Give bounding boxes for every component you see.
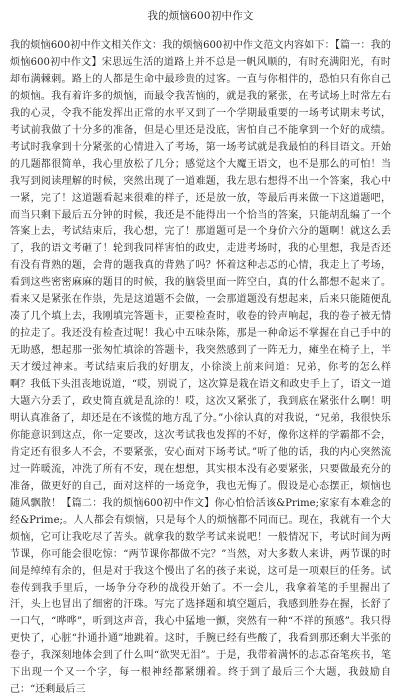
document-body: 我的烦恼600初中作文相关作文：我的烦恼600初中作文范文内容如下：【篇一：我的烦恼600初中作文】宋思远生活的道路上并不总是一帆风顺的，有时充满阳光，有时却布满棘刺。路上的人都是生命中最珍贵的过客。一直与你相伴的，恐怕只有你自己的烦恼。我有着许多的烦恼，而最令我苦恼的，就是我的紧张，在考试场上时常左右我的心灵，令我不能发挥出正常的水平又到了一个学期最重要的一场考试期末考试，考试前我做了十分多的准备，但是心里还是没底，害怕自己不能拿到一个好的成绩。考试时我拿到十分紧张的心情进入了考场，第一场考试就是我最怕的科目语文。开始的几题都很简单，我心里放松了几分；感觉这个大魔王语文，也不是那么的可怕！当我写到阅读理解的时候，突然出现了一道难题，我左思右想得不出一个答案，我心中一紧，完了！这道题看起来很难的样子，还是放一放，等最后再来做一下这道题吧，而当只剩下最后五分钟的时候，我还是不能得出一个恰当的答案，只能胡乱编了一个答案上去，考试结束后，我心想，完了！那道题可是一个身价六分的题啊！就这么丢了，我的语文考砸了！轮到我同样害怕的政史，走进考场时，我的心里想，我是否还有没有背熟的题，会背的题我真的背熟了吗？怀着这种忐忑的心情，我走上了考场，看到这些密密麻麻的题目的时候，我的脑袋里面一阵空白，真的什么都想不起来了。看来又是紧张在作祟，先是这道题不会做，一会那道题没有想起来，后来只能随便乱凑了几个填上去，我刚填完答题卡，正要检查时，收卷的铃声响起，我的卷子被无情的拉走了。我还没有检查过呢！我心中五味杂陈，那是一种命运不掌握在自己手中的无助感，想起那一张匆忙填涂的答题卡，我突然感到了一阵无力，瘫坐在椅子上，半天才缓过神来。考试结束后我的好朋友，小徐淡上前来问道：兄弟，你考的怎么样啊？我低下头沮丧地说道，“哎，别说了，这次算是栽在语文和政史手上了，语文一道大题六分丢了，政史简直就是乱涂的！哎，这次又紧张了，我到底在紧张什么啊！明明认真准备了，却还是在不该慌的地方乱了分。”小徐认真的对我说，“兄弟，我很快乐你能意识到这点，你一定要改，这次考试我也发挥的不好，像你这样的学霸都不会，肯定还有很多人不会，不要紧张，安心面对下场考试。”听了他的话，我的内心突然流过一阵暖流，冲洗了所有不安，现在想想，其实根本没有必要紧张，只要做最充分的准备，做更好的自己，面对这样的一场竞争，我也无悔了。假设是心态摆正，烦恼也随风飘散！【篇二：我的烦恼600初中作文】你心怕恰活该&Prime;家家有本难念的经&Prime;。人人都会有烦恼，只是每个人的烦恼都不同而已。现在，我就有一个大烦恼，它可让我吃尽了苦头。就拿我的数学考试来说吧！一般情况下，考试时间为两节课，你可能会很吃惊：“两节课你都做不完？”当然，对大多数人来讲，两节课的时间是绰绰有余的，但是对于我这个慢出了名的孩子来说，这可是一项艰巨的任务。试卷传到我手里后，一场争分夺秒的战役开始了。不一会儿，我拿着笔的手里握出了汗，头上也冒出了细密的汗珠。写完了选择题和填空题后，我感到胜券在握，长舒了一口气，“哗哗”，听到这声音，我心中猛地一颤，突然有一种“不祥的预感”。我只得更快了，心脏“扑通扑通”地跳着。这时，手腕已经有些酸了，我看到那还剩大半张的卷子，我深刻地体会到了什么叫“欲哭无泪”。于是，我带着满怀的忐忑奋笔疾书，笔下出现一个又一个字，每一根神经都紧绷着。终于到了最后三个大题，我鼓励自己：“还剩最后三: [10, 40, 391, 696]
document-title: 我的烦恼600初中作文: [147, 10, 254, 22]
